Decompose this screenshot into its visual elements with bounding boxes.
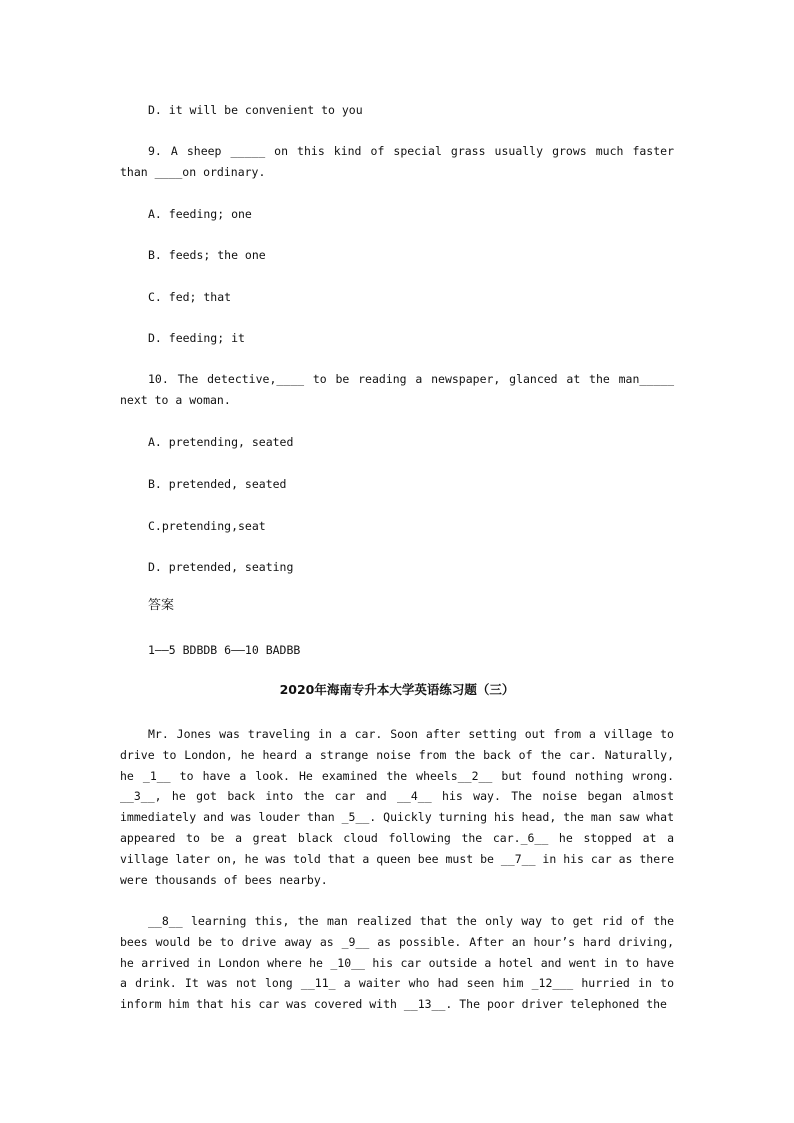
q8-option-d: D. it will be convenient to you	[148, 103, 363, 117]
q9-option-a: A. feeding; one	[148, 207, 252, 221]
q10-option-d: D. pretended, seating	[148, 560, 294, 574]
q9-option-b: B. feeds; the one	[148, 248, 266, 262]
passage-paragraph-2: __8__ learning this, the man realized that the only way to get rid of the bees would be to drive away as _9__ as possible. After an hour’s hard driving, he arrived in London where he _10__ his car outside a hotel and went in to have a drink. It was not long __11_ a waiter who had seen him _12___ hurried in to inform him that his car was covered with __13__. The poor driver telephoned the	[120, 914, 674, 1012]
answers-label: 答案	[148, 598, 175, 613]
q10-option-b: B. pretended, seated	[148, 477, 287, 491]
q10-option-a: A. pretending, seated	[148, 435, 294, 449]
q10-option-c: C.pretending,seat	[148, 519, 266, 533]
q9-option-d: D. feeding; it	[148, 331, 245, 345]
answers-text: 1——5 BDBDB 6——10 BADBB	[148, 643, 301, 657]
q9-stem: 9. A sheep _____ on this kind of special grass usually grows much faster than ____on ordinary.	[120, 144, 674, 179]
passage-paragraph-1: Mr. Jones was traveling in a car. Soon after setting out from a village to drive to London, he heard a strange noise from the back of the car. Naturally, he _1__ to have a look. He examined the wheels__2__ but found nothing wrong. __3__, he got back into the car and __4__ his way. The noise began almost immediately and was louder than _5__. Quickly turning his head, the man saw what appeared to be a great black cloud following the car._6__ he stopped at a village later on, he was told that a queen bee must be __7__ in his car as there were thousands of bees nearby.	[120, 727, 674, 887]
q9-option-c: C. fed; that	[148, 290, 232, 304]
q10-stem: 10. The detective,____ to be reading a newspaper, glanced at the man_____ next to a woman.	[120, 372, 674, 407]
section-title: 2020年海南专升本大学英语练习题（三）	[279, 682, 515, 697]
